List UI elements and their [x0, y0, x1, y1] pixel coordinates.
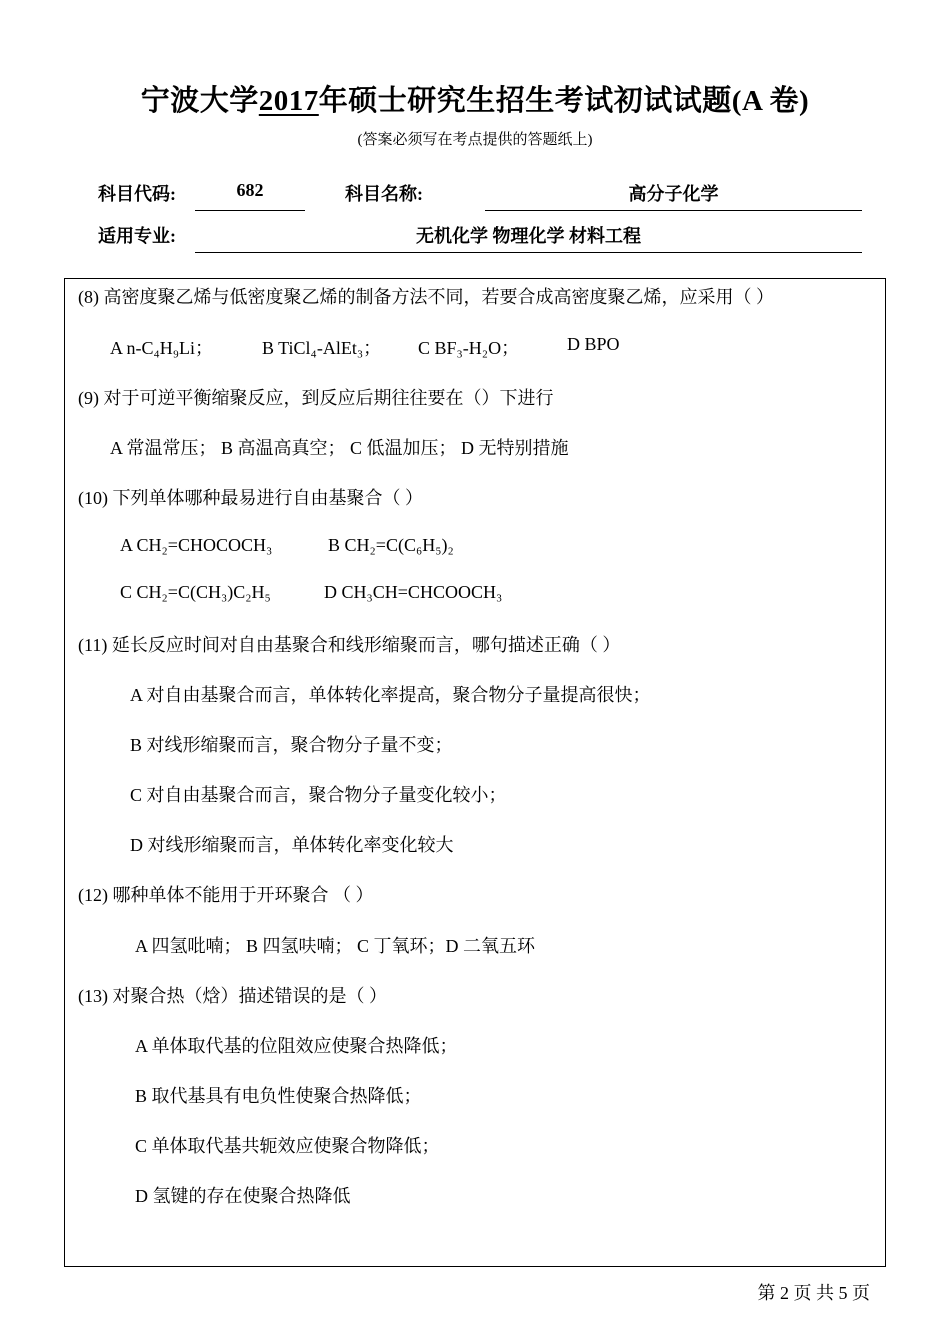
answer-note: (答案必须写在考点提供的答题纸上)	[357, 132, 593, 148]
subject-name-underline	[485, 210, 862, 211]
subject-name-value: 高分子化学	[628, 184, 719, 204]
q13-option-b: B 取代基具有电负性使聚合热降低；	[135, 1086, 422, 1106]
q9-stem: (9) 对于可逆平衡缩聚反应，到反应后期往往要在（）下进行	[78, 388, 554, 408]
q9-options: A 常温常压； B 高温高真空； C 低温加压； D 无特别措施	[110, 438, 569, 458]
q10-stem: (10) 下列单体哪种最易进行自由基聚合（ ）	[78, 488, 423, 508]
q13-option-a: A 单体取代基的位阻效应使聚合热降低；	[135, 1036, 458, 1056]
major-value: 无机化学 物理化学 材料工程	[416, 226, 641, 246]
subject-code-value: 682	[236, 180, 264, 200]
q8-option-b: B TiCl₄-AlEt₃；	[262, 338, 382, 358]
q11-option-c: C 对自由基聚合而言，聚合物分子量变化较小；	[130, 785, 507, 805]
q10-option-c: C CH₂=C(CH₃)C₂H₅	[120, 582, 271, 602]
q11-option-d: D 对线形缩聚而言，单体转化率变化较大	[130, 835, 454, 855]
major-label: 适用专业:	[98, 226, 176, 246]
exam-title	[0, 78, 950, 119]
q8-option-d: D BPO	[567, 334, 620, 354]
title-school: 宁波大学	[140, 85, 259, 117]
subject-code-label: 科目代码:	[98, 184, 176, 204]
q12-stem: (12) 哪种单体不能用于开环聚合 （ ）	[78, 885, 374, 905]
q11-stem: (11) 延长反应时间对自由基聚合和线形缩聚而言，哪句描述正确（ ）	[78, 635, 621, 655]
q8-option-c: C BF₃-H₂O；	[418, 338, 520, 358]
q8-option-a: A n-C₄H₉Li；	[110, 338, 214, 358]
q10-option-a: A CH₂=CHOCOCH₃	[120, 535, 273, 555]
title-rest: 年硕士研究生招生考试初试试题(A 卷)	[318, 85, 810, 117]
q10-option-d: D CH₃CH=CHCOOCH₃	[324, 582, 503, 602]
q11-option-b: B 对线形缩聚而言，聚合物分子量不变；	[130, 735, 453, 755]
q13-stem: (13) 对聚合热（焓）描述错误的是（ ）	[78, 986, 387, 1006]
major-underline	[195, 252, 862, 253]
q11-option-a: A 对自由基聚合而言，单体转化率提高，聚合物分子量提高很快；	[130, 685, 651, 705]
page-number: 第 2 页 共 5 页	[757, 1283, 870, 1303]
q12-options: A 四氢吡喃； B 四氢呋喃； C 丁氧环；D 二氧五环	[135, 936, 536, 956]
q13-option-d: D 氢键的存在使聚合热降低	[135, 1186, 351, 1206]
question-box	[64, 278, 886, 1267]
q13-option-c: C 单体取代基共轭效应使聚合物降低；	[135, 1136, 440, 1156]
q10-option-b: B CH₂=C(C₆H₅)₂	[328, 535, 454, 555]
q8-stem: (8) 高密度聚乙烯与低密度聚乙烯的制备方法不同，若要合成高密度聚乙烯，应采用（ ）	[78, 287, 774, 307]
subject-code-underline	[195, 210, 305, 211]
title-year: 2017	[258, 85, 319, 117]
subject-name-label: 科目名称:	[345, 184, 423, 204]
